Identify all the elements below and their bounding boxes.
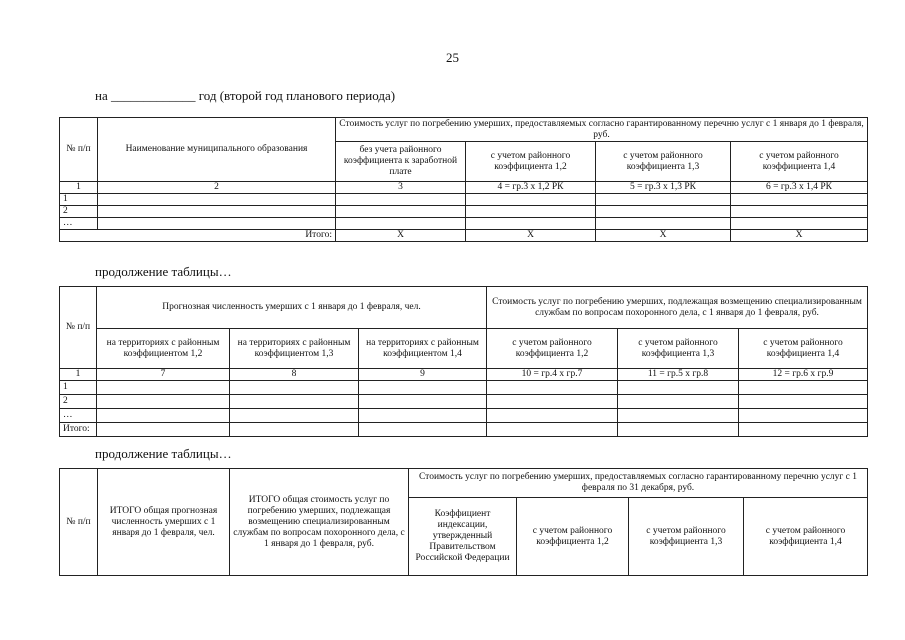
total-label: Итого: <box>60 423 97 437</box>
index-cell: 1 <box>60 369 97 381</box>
cost-table-part1 <box>59 117 868 242</box>
index-cell: 7 <box>97 369 230 381</box>
total-mark: X <box>466 230 596 242</box>
col-header-municipality: Наименование муниципального образования <box>98 118 336 182</box>
col-header-number: № п/п <box>60 469 98 576</box>
total-mark: X <box>336 230 466 242</box>
col-header-number: № п/п <box>60 118 98 182</box>
table-row <box>60 194 868 206</box>
total-row <box>60 230 868 242</box>
row-number: … <box>60 218 98 230</box>
index-cell: 9 <box>359 369 487 381</box>
index-cell: 4 = гр.3 х 1,2 РК <box>466 182 596 194</box>
col-header-indexation-coef: Коэффициент индексации, утвержденный Правительством Российской Федерации <box>409 498 517 576</box>
continuation-label: продолжение таблицы… <box>95 264 232 279</box>
col-header-coef-1-2: с учетом районного коэффициента 1,2 <box>466 142 596 182</box>
col-header-total-count: ИТОГО общая прогнозная численность умерших с 1 января до 1 февраля, чел. <box>98 469 230 576</box>
col-group-header-forecast: Прогнозная численность умерших с 1 января до 1 февраля, чел. <box>97 287 487 329</box>
row-number: 2 <box>60 395 97 409</box>
col-header-coef-1-4: с учетом районного коэффициента 1,4 <box>739 329 868 369</box>
index-cell: 5 = гр.3 х 1,3 РК <box>596 182 731 194</box>
row-number: … <box>60 409 97 423</box>
table-row <box>60 409 868 423</box>
row-number: 2 <box>60 206 98 218</box>
index-cell: 8 <box>230 369 359 381</box>
page-number: 25 <box>446 50 459 65</box>
cost-table-part3 <box>59 468 868 576</box>
col-header-territory-1-4: на территориях с районным коэффициентом 1,4 <box>359 329 487 369</box>
col-group-header-reimbursement: Стоимость услуг по погребению умерших, подлежащая возмещению специализированным службам по вопросам похоронного дела, с 1 января до 1 февраля, руб. <box>487 287 868 329</box>
total-mark: X <box>596 230 731 242</box>
index-cell: 12 = гр.6 х гр.9 <box>739 369 868 381</box>
index-cell: 1 <box>60 182 98 194</box>
index-cell: 10 = гр.4 х гр.7 <box>487 369 618 381</box>
total-mark: X <box>731 230 868 242</box>
row-number: 1 <box>60 381 97 395</box>
total-row <box>60 423 868 437</box>
index-cell: 11 = гр.5 х гр.8 <box>618 369 739 381</box>
col-header-coef-1-2: с учетом районного коэффициента 1,2 <box>517 498 629 576</box>
continuation-label: продолжение таблицы… <box>95 446 232 461</box>
col-header-territory-1-3: на территориях с районным коэффициентом 1,3 <box>230 329 359 369</box>
col-header-number: № п/п <box>60 287 97 369</box>
column-index-row <box>60 369 868 381</box>
col-group-header-cost: Стоимость услуг по погребению умерших, предоставляемых согласно гарантированному перечню услуг с 1 января до 1 февраля, руб. <box>336 118 868 142</box>
table-row <box>60 395 868 409</box>
col-header-coef-1-2: с учетом районного коэффициента 1,2 <box>487 329 618 369</box>
col-header-coef-1-4: с учетом районного коэффициента 1,4 <box>731 142 868 182</box>
col-header-coef-1-3: с учетом районного коэффициента 1,3 <box>618 329 739 369</box>
col-header-coef-1-3: с учетом районного коэффициента 1,3 <box>596 142 731 182</box>
col-header-coef-1-3: с учетом районного коэффициента 1,3 <box>629 498 744 576</box>
col-header-coef-1-4: с учетом районного коэффициента 1,4 <box>744 498 868 576</box>
table-row <box>60 381 868 395</box>
col-header-total-cost: ИТОГО общая стоимость услуг по погребению умерших, подлежащая возмещению специализированным службам по вопросам похоронного дела, с 1 января до 1 февраля, руб. <box>230 469 409 576</box>
col-header-no-coef: без учета районного коэффициента к заработной плате <box>336 142 466 182</box>
index-cell: 3 <box>336 182 466 194</box>
column-index-row <box>60 182 868 194</box>
table-row <box>60 218 868 230</box>
total-label: Итого: <box>60 230 336 242</box>
index-cell: 6 = гр.3 х 1,4 РК <box>731 182 868 194</box>
index-cell: 2 <box>98 182 336 194</box>
col-header-territory-1-2: на территориях с районным коэффициентом 1,2 <box>97 329 230 369</box>
cost-table-part2 <box>59 286 868 437</box>
col-group-header-feb-dec-cost: Стоимость услуг по погребению умерших, предоставляемых согласно гарантированному перечню услуг с 1 февраля по 31 декабря, руб. <box>409 469 868 498</box>
table-period-heading: на _____________ год (второй год планового периода) <box>95 88 396 103</box>
row-number: 1 <box>60 194 98 206</box>
table-row <box>60 206 868 218</box>
